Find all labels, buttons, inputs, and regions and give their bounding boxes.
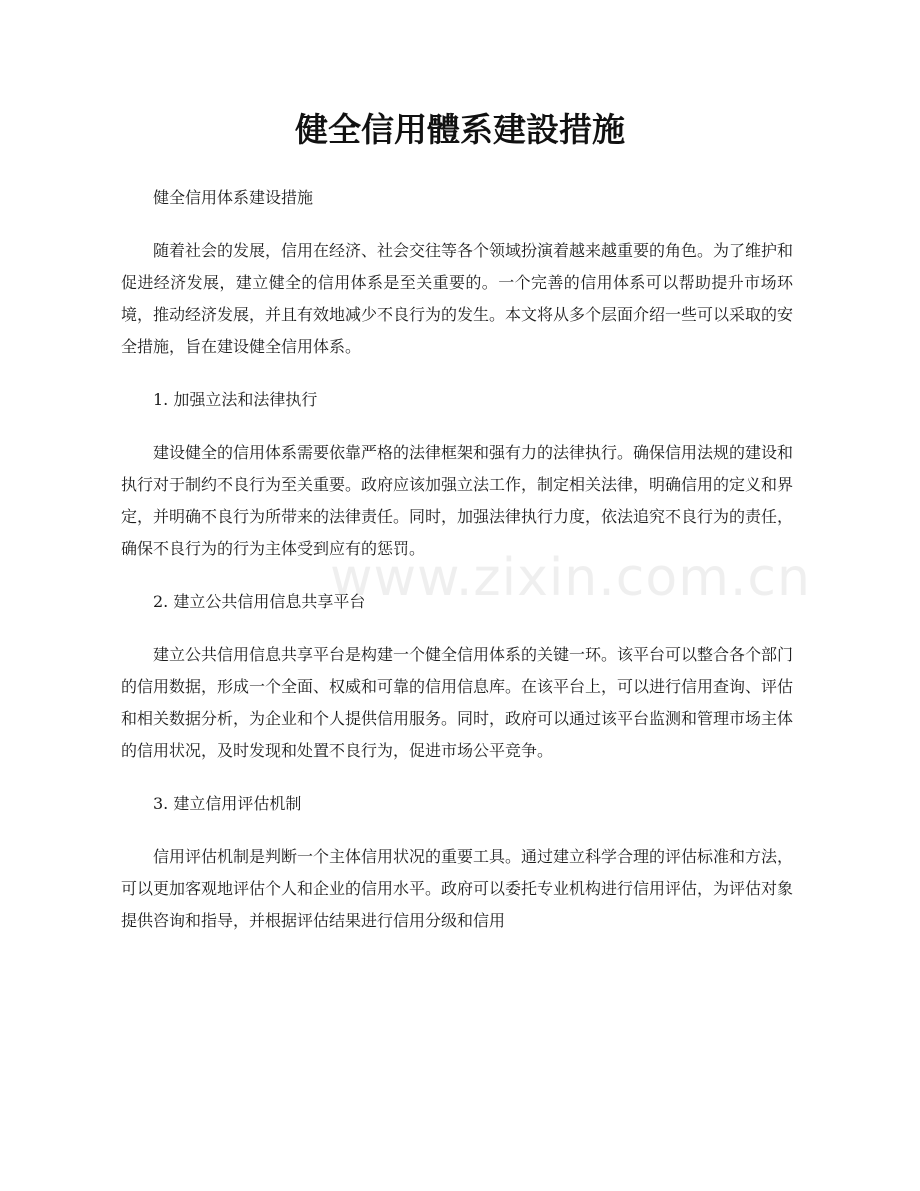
section-body-3: 信用评估机制是判断一个主体信用状况的重要工具。通过建立科学合理的评估标准和方法，可以更加客观地评估个人和企业的信用水平。政府可以委托专业机构进行信用评估，为评估对象提供咨询和指导，并根据评估结果进行信用分级和信用 xyxy=(121,847,794,930)
page-title: 健全信用體系建設措施 xyxy=(295,110,625,149)
section-body-2: 建立公共信用信息共享平台是构建一个健全信用体系的关键一环。该平台可以整合各个部门的信用数据，形成一个全面、权威和可靠的信用信息库。在该平台上，可以进行信用查询、评估和相关数据分析，为企业和个人提供信用服务。同时，政府可以通过该平台监测和管理市场主体的信用状况，及时发现和处置不良行为，促进市场公平竞争。 xyxy=(121,645,794,760)
section-heading-1: 1. 加强立法和法律执行 xyxy=(153,390,318,409)
section-heading-3: 3. 建立信用评估机制 xyxy=(153,794,302,813)
document-body xyxy=(121,182,793,937)
watermark: www.zixin.com.cn xyxy=(330,548,811,608)
section-heading-2: 2. 建立公共信用信息共享平台 xyxy=(153,592,366,611)
intro-paragraph: 随着社会的发展，信用在经济、社会交往等各个领域扮演着越来越重要的角色。为了维护和促进经济发展，建立健全的信用体系是至关重要的。一个完善的信用体系可以帮助提升市场环境，推动经济发展，并且有效地减少不良行为的发生。本文将从多个层面介绍一些可以采取的安全措施，旨在建设健全信用体系。 xyxy=(121,241,794,356)
document-subtitle: 健全信用体系建设措施 xyxy=(153,188,314,207)
section-body-1: 建设健全的信用体系需要依靠严格的法律框架和强有力的法律执行。确保信用法规的建设和执行对于制约不良行为至关重要。政府应该加强立法工作，制定相关法律，明确信用的定义和界定，并明确不良行为所带来的法律责任。同时，加强法律执行力度，依法追究不良行为的责任，确保不良行为的行为主体受到应有的惩罚。 xyxy=(121,443,794,558)
